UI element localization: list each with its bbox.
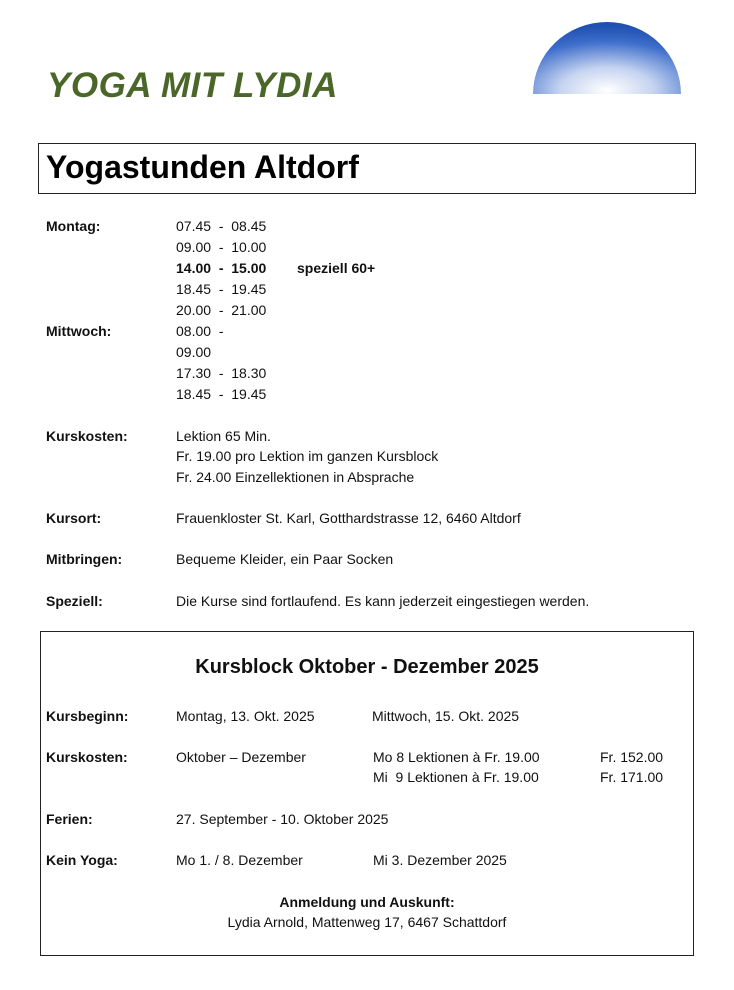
- montag-label: Montag:: [46, 218, 101, 234]
- block-kosten-period: Oktober – Dezember: [176, 749, 306, 765]
- kurskosten-line: Fr. 19.00 pro Lektion im ganzen Kursblock: [176, 448, 439, 464]
- montag-slot: 18.45 - 19.45: [176, 281, 267, 297]
- mittwoch-slot: 18.45 - 19.45: [176, 386, 267, 402]
- mittwoch-slot: 17.30 - 18.30: [176, 365, 267, 381]
- special-note: speziell 60+: [297, 260, 376, 276]
- montag-slot: 20.00 - 21.00: [176, 302, 267, 318]
- kurskosten-line: Fr. 24.00 Einzellektionen in Absprache: [176, 469, 415, 485]
- kursbeginn-monday: Montag, 13. Okt. 2025: [176, 708, 315, 724]
- kursort-label: Kursort:: [46, 510, 102, 526]
- block-kosten-desc: Mi 9 Lektionen à Fr. 19.00: [373, 769, 539, 785]
- mittwoch-label: Mittwoch:: [46, 323, 112, 339]
- ferien-value: 27. September - 10. Oktober 2025: [176, 811, 389, 827]
- mittwoch-slot: 09.00: [176, 344, 212, 360]
- kursblock-title: Kursblock Oktober - Dezember 2025: [195, 656, 539, 678]
- speziell-value: Die Kurse sind fortlaufend. Es kann jederzeit eingestiegen werden.: [176, 593, 590, 609]
- block-kosten-price: Fr. 171.00: [600, 769, 664, 785]
- kursbeginn-wednesday: Mittwoch, 15. Okt. 2025: [372, 708, 520, 724]
- mittwoch-slot: 08.00 -: [176, 323, 224, 339]
- montag-slot: 09.00 - 10.00: [176, 239, 267, 255]
- kein-yoga-monday: Mo 1. / 8. Dezember: [176, 852, 303, 868]
- mitbringen-label: Mitbringen:: [46, 551, 123, 567]
- mitbringen-value: Bequeme Kleider, ein Paar Socken: [176, 551, 394, 567]
- kurskosten-line: Lektion 65 Min.: [176, 428, 271, 444]
- kein-yoga-wednesday: Mi 3. Dezember 2025: [373, 852, 507, 868]
- page-title: Yogastunden Altdorf: [46, 149, 359, 185]
- kein-yoga-label: Kein Yoga:: [46, 852, 118, 868]
- sun-logo-icon: [532, 22, 682, 96]
- anmeldung-address: Lydia Arnold, Mattenweg 17, 6467 Schattdorf: [227, 914, 507, 930]
- kursbeginn-label: Kursbeginn:: [46, 708, 129, 724]
- block-kosten-desc: Mo 8 Lektionen à Fr. 19.00: [373, 749, 540, 765]
- brand-title: YOGA MIT LYDIA: [47, 66, 338, 105]
- kursort-value: Frauenkloster St. Karl, Gotthardstrasse 12, 6460 Altdorf: [176, 510, 521, 526]
- montag-slot: 14.00 - 15.00: [176, 260, 267, 276]
- block-kosten-label: Kurskosten:: [46, 749, 128, 765]
- ferien-label: Ferien:: [46, 811, 93, 827]
- block-kosten-price: Fr. 152.00: [600, 749, 664, 765]
- speziell-label: Speziell:: [46, 593, 103, 609]
- kurskosten-label: Kurskosten:: [46, 428, 128, 444]
- montag-slot: 07.45 - 08.45: [176, 218, 267, 234]
- title-box: [38, 143, 696, 194]
- anmeldung-title: Anmeldung und Auskunft:: [279, 894, 455, 910]
